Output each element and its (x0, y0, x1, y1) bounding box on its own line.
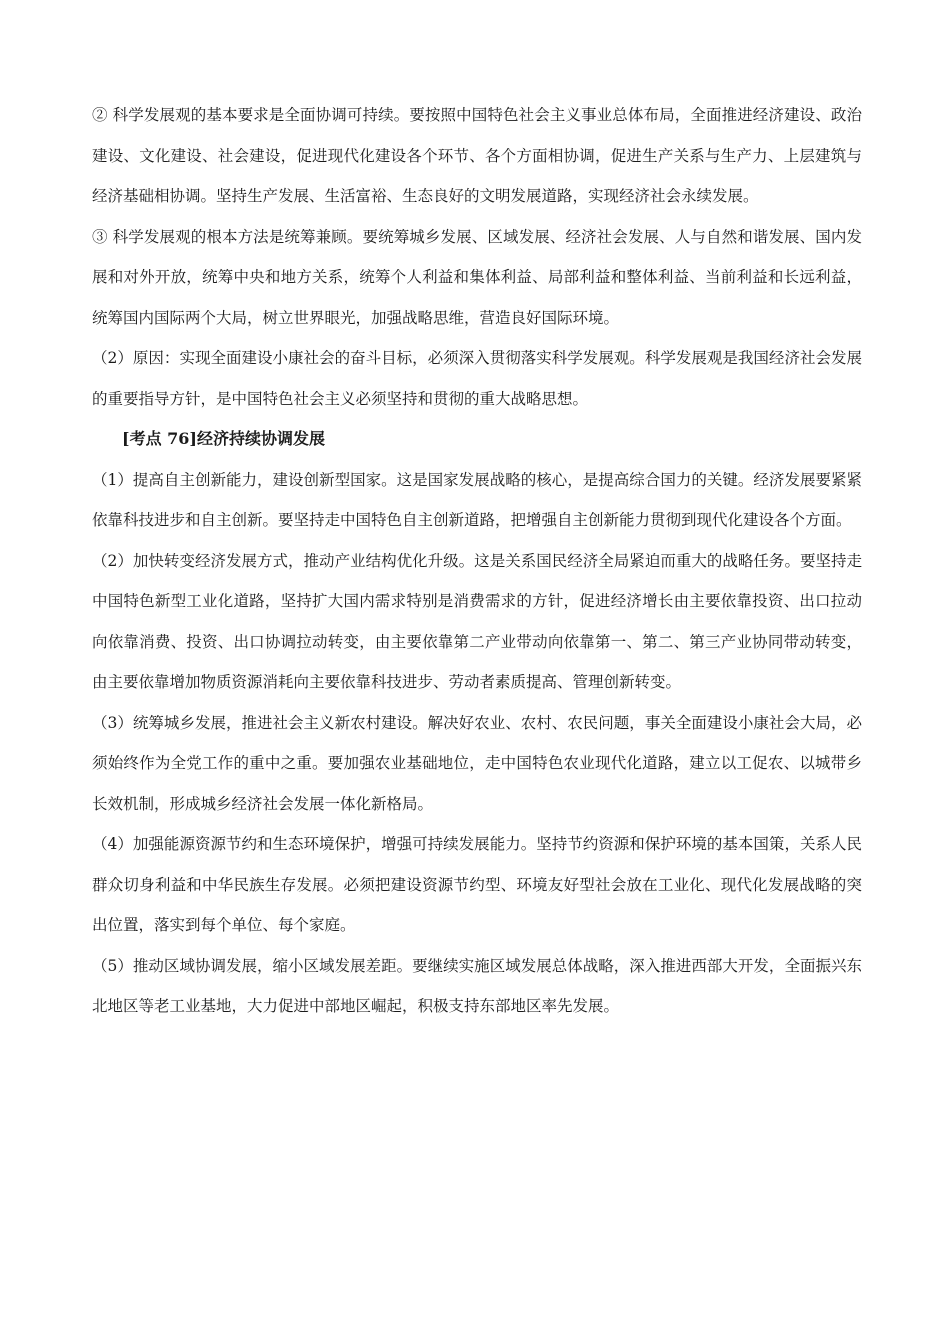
item-2-transformation: （2）加快转变经济发展方式，推动产业结构优化升级。这是关系国民经济全局紧迫而重大的战略任务。要坚持走中国特色新型工业化道路，坚持扩大国内需求特别是消费需求的方针，促进经济增长由主要依靠投资、出口拉动向依靠消费、投资、出口协调拉动转变，由主要依靠第二产业带动向依靠第一、第二、第三产业协同带动转变，由主要依靠增加物质资源消耗向主要依靠科技进步、劳动者素质提高、管理创新转变。 (92, 551, 862, 691)
item-1-innovation: （1）提高自主创新能力，建设创新型国家。这是国家发展战略的核心，是提高综合国力的关键。经济发展要紧紧依靠科技进步和自主创新。要坚持走中国特色自主创新道路，把增强自主创新能力贯彻到现代化建设各个方面。 (92, 470, 862, 529)
item-3-urban-rural: （3）统筹城乡发展，推进社会主义新农村建设。解决好农业、农村、农民问题，事关全面建设小康社会大局，必须始终作为全党工作的重中之重。要加强农业基础地位，走中国特色农业现代化道路，建立以工促农、以城带乡长效机制，形成城乡经济社会发展一体化新格局。 (92, 713, 862, 813)
document-page (92, 95, 862, 1027)
section-heading-76: [考点 76]经济持续协调发展 (122, 429, 325, 448)
item-5-regional: （5）推动区域协调发展，缩小区域发展差距。要继续实施区域发展总体战略，深入推进西部大开发，全面振兴东北地区等老工业基地，大力促进中部地区崛起，积极支持东部地区率先发展。 (92, 956, 862, 1015)
point-2-basic-requirement: ② 科学发展观的基本要求是全面协调可持续。要按照中国特色社会主义事业总体布局，全面推进经济建设、政治建设、文化建设、社会建设，促进现代化建设各个环节、各个方面相协调，促进生产关系与生产力、上层建筑与经济基础相协调。坚持生产发展、生活富裕、生态良好的文明发展道路，实现经济社会永续发展。 (92, 106, 862, 205)
reason-paragraph: （2）原因：实现全面建设小康社会的奋斗目标，必须深入贯彻落实科学发展观。科学发展观是我国经济社会发展的重要指导方针，是中国特色社会主义必须坚持和贯彻的重大战略思想。 (92, 349, 862, 408)
point-3-fundamental-method: ③ 科学发展观的根本方法是统筹兼顾。要统筹城乡发展、区域发展、经济社会发展、人与自然和谐发展、国内发展和对外开放，统筹中央和地方关系，统筹个人利益和集体利益、局部利益和整体利益、当前利益和长远利益，统筹国内国际两个大局，树立世界眼光，加强战略思维，营造良好国际环境。 (92, 227, 862, 327)
item-4-resources-environment: （4）加强能源资源节约和生态环境保护，增强可持续发展能力。坚持节约资源和保护环境的基本国策，关系人民群众切身利益和中华民族生存发展。必须把建设资源节约型、环境友好型社会放在工业化、现代化发展战略的突出位置，落实到每个单位、每个家庭。 (92, 835, 862, 934)
